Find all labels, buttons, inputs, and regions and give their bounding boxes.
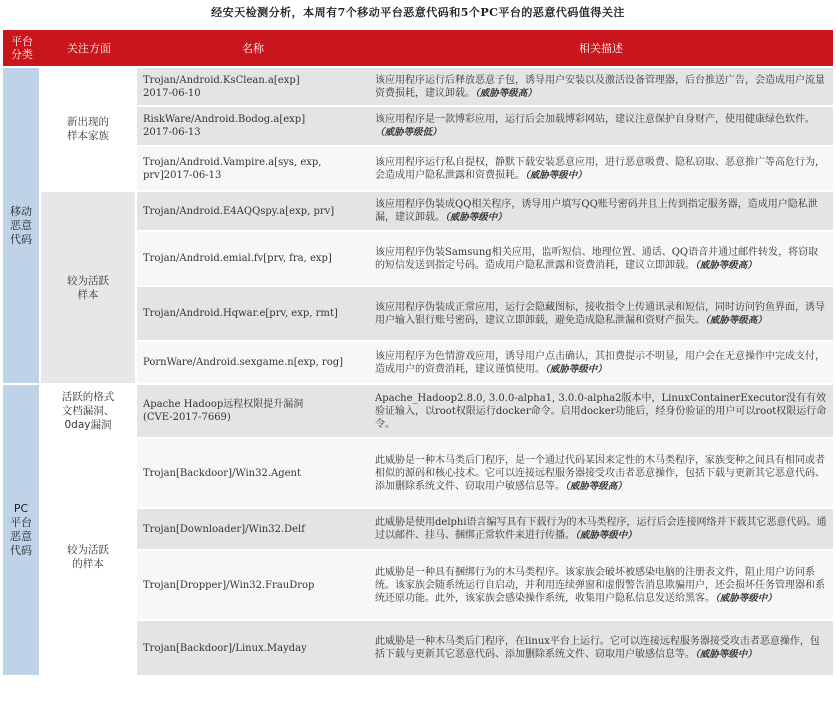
threat-level: （威胁等级高） <box>565 480 627 492</box>
malware-name: Apache Hadoop远程权限提升漏洞 (CVE-2017-7669) <box>137 385 369 439</box>
malware-desc: 此威胁是一种木马类后门程序，在linux平台上运行。它可以连接远程服务器接受攻击者恶意操作，包括下载与更新其它恶意代码、添加删除系统文件、窃取用户敏感信息等。（威胁等级中） <box>369 621 833 677</box>
malware-name: Trojan/Android.E4AQQspy.a[exp, prv] <box>137 192 369 232</box>
platform-pc: PC 平台 恶意 代码 <box>3 385 41 677</box>
malware-name: Trojan/Android.emial.fv[prv, fra, exp] <box>137 232 369 287</box>
header-desc: 相关描述 <box>369 30 833 68</box>
table-row <box>3 439 833 509</box>
malware-desc: Apache_Hadoop2.8.0, 3.0.0-alpha1, 3.0.0-alpha2版本中，LinuxContainerExecutor没有有效验证输入，以root权限运行docker命令。启用docker功能后，经身份验证的用户可以root权限运行命令。 <box>369 385 833 439</box>
header-focus: 关注方面 <box>41 30 137 68</box>
malware-name: RiskWare/Android.Bodog.a[exp] 2017-06-13 <box>137 107 369 147</box>
malware-name: Trojan[Backdoor]/Linux.Mayday <box>137 621 369 677</box>
malware-name: Trojan/Android.Hqwar.e[prv, exp, rmt] <box>137 287 369 342</box>
threat-level: （威胁等级高） <box>475 87 537 99</box>
malware-desc: 该应用程序运行私自提权，静默下载安装恶意应用，进行恶意吸费、隐私窃取、恶意推广等高危行为，会造成用户隐私泄露和资费损耗。（威胁等级中） <box>369 147 833 192</box>
malware-desc: 此威胁是一种具有捆绑行为的木马类程序。该家族会破坏被感染电脑的注册表文件，阻止用户访问系统。该家族会随系统运行自启动，并利用连续弹窗和虚假警告消息欺骗用户，还会损坏任务管理器和系统还原功能。此外，该家族会感染操作系统，收集用户隐私信息发送给黑客。（威胁等级中） <box>369 551 833 621</box>
table-row <box>3 192 833 232</box>
malware-desc: 该应用程序伪装成正常应用，运行会隐藏图标，接收指令上传通讯录和短信，同时访问钓鱼界面，诱导用户输入银行账号密码，建议立即卸载，避免造成隐私泄漏和资财产损失。（威胁等级高） <box>369 287 833 342</box>
malware-name: PornWare/Android.sexgame.n[exp, rog] <box>137 342 369 385</box>
malware-desc: 该应用程序伪装Samsung相关应用，监听短信、地理位置、通话、QQ语音并通过邮件转发，将窃取的短信发送到指定号码。造成用户隐私泄露和资费消耗，建议立即卸载。（威胁等级高） <box>369 232 833 287</box>
malware-desc: 该应用程序是一款博彩应用，运行后会加载博彩网站，建议注意保护自身财产，使用健康绿色软件。（威胁等级低） <box>369 107 833 147</box>
malware-name: Trojan[Downloader]/Win32.Delf <box>137 509 369 551</box>
table-header-row <box>3 30 833 68</box>
malware-name: Trojan/Android.KsClean.a[exp] 2017-06-10 <box>137 68 369 107</box>
table-row <box>3 385 833 439</box>
malware-desc: 该应用程序伪装成QQ相关程序，诱导用户填写QQ账号密码并且上传到指定服务器，造成用户隐私泄漏，建议卸载。（威胁等级中） <box>369 192 833 232</box>
threat-level: （威胁等级中） <box>445 212 507 223</box>
focus-active-pc: 较为活跃 的样本 <box>41 439 137 677</box>
threat-level: （威胁等级高） <box>705 314 767 326</box>
focus-vuln: 活跃的格式 文档漏洞、 0day漏洞 <box>41 385 137 439</box>
threat-level: （威胁等级中） <box>715 592 777 604</box>
threat-level: （威胁等级中） <box>525 169 587 181</box>
header-name: 名称 <box>137 30 369 68</box>
table-row <box>3 68 833 107</box>
malware-desc: 此威胁是使用delphi语言编写具有下载行为的木马类程序，运行后会连接网络并下载其它恶意代码。通过以邮件、挂马、捆绑正常软件来进行传播。（威胁等级中） <box>369 509 833 551</box>
malware-desc: 该应用程序为色情游戏应用，诱导用户点击确认，其扣费提示不明显，用户会在无意操作中完成支付，造成用户的资费消耗，建议谨慎使用。（威胁等级中） <box>369 342 833 385</box>
threat-level: （威胁等级中） <box>695 649 757 660</box>
malware-desc: 此威胁是一种木马类后门程序，是一个通过代码某因来定性的木马类程序，家族变种之间具有相同或者相似的源码和核心技术。它可以连接远程服务器接受攻击者恶意操作，包括下载与更新其它恶意代码、添加删除系统文件、窃取用户敏感信息等。（威胁等级高） <box>369 439 833 509</box>
threat-level: （威胁等级高） <box>695 259 757 271</box>
focus-active-mobile: 较为活跃 样本 <box>41 192 137 385</box>
threat-level: （威胁等级低） <box>375 127 442 138</box>
focus-new-family: 新出现的 样本家族 <box>41 68 137 192</box>
malware-name: Trojan/Android.Vampire.a[sys, exp, prv]2017-06-13 <box>137 147 369 192</box>
malware-table <box>3 30 833 677</box>
threat-level: （威胁等级中） <box>545 363 607 375</box>
malware-desc: 该应用程序运行后释放恶意子包，诱导用户安装以及激活设备管理器，后台推送广告，会造成用户流量资费损耗，建议卸载。（威胁等级高） <box>369 68 833 107</box>
platform-mobile: 移动 恶意 代码 <box>3 68 41 385</box>
header-platform: 平台 分类 <box>3 30 41 68</box>
threat-level: （威胁等级中） <box>575 530 637 541</box>
malware-name: Trojan[Dropper]/Win32.FrauDrop <box>137 551 369 621</box>
malware-name: Trojan[Backdoor]/Win32.Agent <box>137 439 369 509</box>
page-title: 经安天检测分析，本周有7个移动平台恶意代码和5个PC平台的恶意代码值得关注 <box>211 6 625 19</box>
